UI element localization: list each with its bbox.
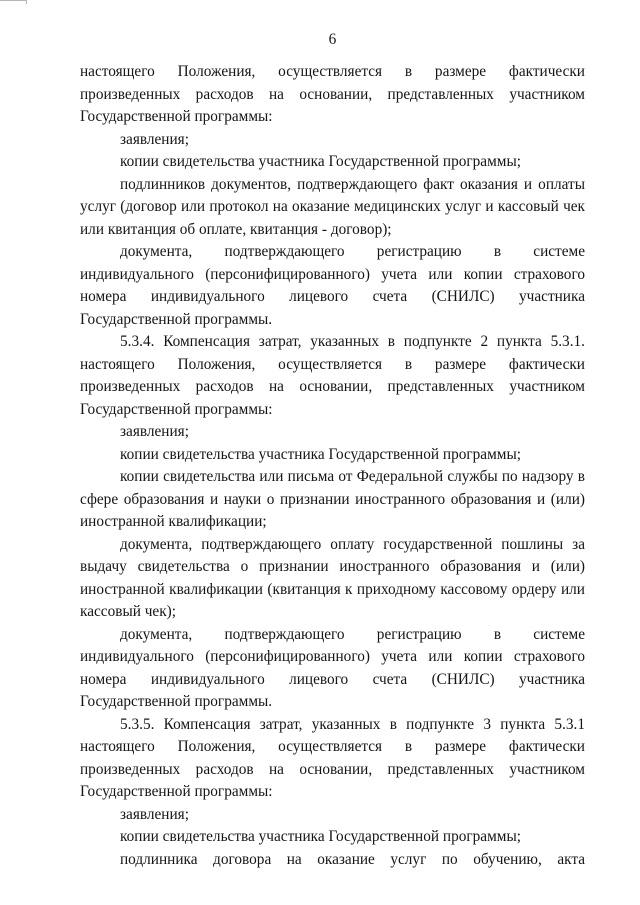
- section-paragraph-5-3-4: 5.3.4. Компенсация затрат, указанных в подпункте 2 пункта 5.3.1. настоящего Положения, осуществляется в размере фактически произведенных расходов на основании, представленных участником Государственной программы:: [80, 333, 585, 418]
- list-item: документа, подтверждающего регистрацию в системе индивидуального (персонифицированного) учета или копии страхового номера индивидуального лицевого счета (СНИЛС) участника Государственной программы.: [80, 243, 585, 328]
- list-item: копии свидетельства участника Государственной программы;: [120, 828, 521, 845]
- scan-edge-mark: [0, 0, 27, 4]
- list-item: копии свидетельства или письма от Федеральной службы по надзору в сфере образования и науки о признании иностранного образования и (или) иностранной квалификации;: [80, 468, 585, 530]
- paragraph: настоящего Положения, осуществляется в размере фактически произведенных расходов на основании, представленных участником Государственной программы:: [80, 63, 585, 125]
- list-item: документа, подтверждающего регистрацию в системе индивидуального (персонифицированного) учета или копии страхового номера индивидуального лицевого счета (СНИЛС) участника Государственной программы.: [80, 625, 585, 710]
- document-page: [80, 28, 585, 871]
- page-number: 6: [328, 31, 337, 48]
- list-item: подлинника договора на оказание услуг по обучению, акта: [120, 850, 585, 868]
- list-item: подлинников документов, подтверждающего факт оказания и оплаты услуг (договор или протокол на оказание медицинских услуг и кассовый чек или квитанция об оплате, квитанция - договор);: [80, 175, 585, 238]
- list-item: заявления;: [120, 805, 189, 823]
- list-item: заявления;: [120, 130, 189, 148]
- list-item: копии свидетельства участника Государственной программы;: [120, 153, 521, 170]
- list-item: документа, подтверждающего оплату государственной пошлины за выдачу свидетельства о признании иностранного образования и (или) иностранной квалификации (квитанция к приходному кассовому ордеру или кассовый чек);: [80, 535, 585, 620]
- section-paragraph-5-3-5: 5.3.5. Компенсация затрат, указанных в подпункте 3 пункта 5.3.1 настоящего Положения, осуществляется в размере фактически произведенных расходов на основании, представленных участником Государственной программы:: [80, 715, 585, 800]
- list-item: заявления;: [120, 423, 189, 440]
- list-item: копии свидетельства участника Государственной программы;: [120, 445, 521, 463]
